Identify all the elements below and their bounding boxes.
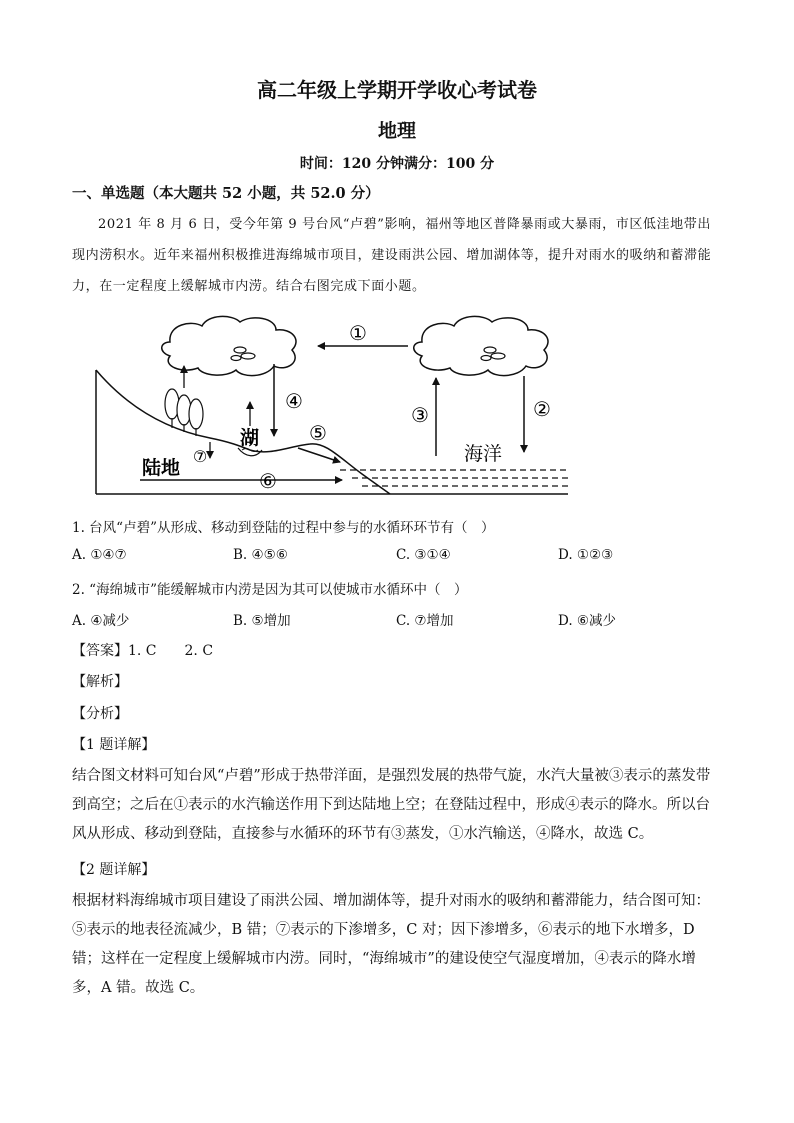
label-2: ②	[533, 397, 551, 421]
q1-option-d[interactable]: D. ①②③	[558, 547, 614, 563]
label-ocean: 海洋	[464, 443, 503, 465]
fenxi-label: 【分析】	[72, 706, 128, 722]
question-1: 1. 台风“卢碧”从形成、移动到登陆的过程中参与的水循环环节有（ ）	[72, 520, 495, 536]
time-info: 时间：120 分钟满分：100 分	[299, 156, 495, 172]
answer-line	[72, 640, 213, 660]
exam-title: 高二年级上学期开学收心考试卷	[257, 78, 537, 102]
label-1: ①	[349, 321, 367, 345]
water-cycle-diagram	[90, 312, 580, 502]
detail-2-text: 根据材料海绵城市项目建设了雨洪公园、增加湖体等，提升对雨水的吸纳和蓄滞能力，结合图可知：⑤表示的地表径流减少，B 错；⑦表示的下渗增多，C 对；因下渗增多，⑥表示的地下水增多，D 错；这样在一定程度上缓解城市内涝。同时，“海绵城市”的建设使空气湿度增加，④表示的降水增多，A 错。故选 C。	[72, 893, 710, 996]
material-paragraph: 2021 年 8 月 6 日，受今年第 9 号台风“卢碧”影响，福州等地区普降暴雨或大暴雨，市区低洼地带出现内涝积水。近年来福州积极推进海绵城市项目，建设雨洪公园、增加湖体等，提升对雨水的吸纳和蓄滞能力，在一定程度上缓解城市内涝。结合右图完成下面小题。	[72, 217, 712, 294]
answer-label: 【答案】	[72, 643, 128, 659]
question-2: 2. “海绵城市”能缓解城市内涝是因为其可以使城市水循环中（ ）	[72, 582, 468, 598]
q1-option-a[interactable]: A. ①④⑦	[72, 547, 127, 563]
detail-1-label: 【1 题详解】	[72, 737, 156, 753]
cloud-left-icon	[162, 316, 296, 375]
label-5: ⑤	[309, 421, 327, 445]
analysis-label: 【解析】	[72, 674, 128, 690]
label-3: ③	[411, 403, 429, 427]
q2-option-d[interactable]: D. ⑥减少	[558, 613, 617, 629]
label-4: ④	[285, 389, 303, 413]
label-land: 陆地	[142, 457, 181, 479]
q1-option-c[interactable]: C. ③①④	[396, 547, 451, 563]
subject-title: 地理	[377, 120, 416, 142]
detail-2-label: 【2 题详解】	[72, 862, 156, 878]
q2-option-c[interactable]: C. ⑦增加	[396, 613, 454, 629]
trees-icon	[165, 389, 203, 436]
cloud-right-icon	[414, 316, 548, 375]
answer-text: 1. C 2. C	[128, 643, 214, 659]
q2-option-a[interactable]: A. ④减少	[72, 613, 130, 629]
section-heading: 一、单选题（本大题共 52 小题，共 52.0 分）	[72, 185, 380, 202]
label-7: ⑦	[192, 447, 208, 466]
label-lake: 湖	[240, 427, 260, 449]
q2-option-b[interactable]: B. ⑤增加	[233, 613, 291, 629]
label-6: ⑥	[259, 469, 277, 493]
q1-option-b[interactable]: B. ④⑤⑥	[233, 547, 288, 563]
detail-1-text: 结合图文材料可知台风“卢碧”形成于热带洋面，是强烈发展的热带气旋，水汽大量被③表示的蒸发带到高空；之后在①表示的水汽输送作用下到达陆地上空；在登陆过程中，形成④表示的降水。所以台风从形成、移动到登陆，直接参与水循环的环节有③蒸发，①水汽输送，④降水，故选 C。	[72, 768, 711, 842]
arrow-5	[298, 448, 340, 462]
